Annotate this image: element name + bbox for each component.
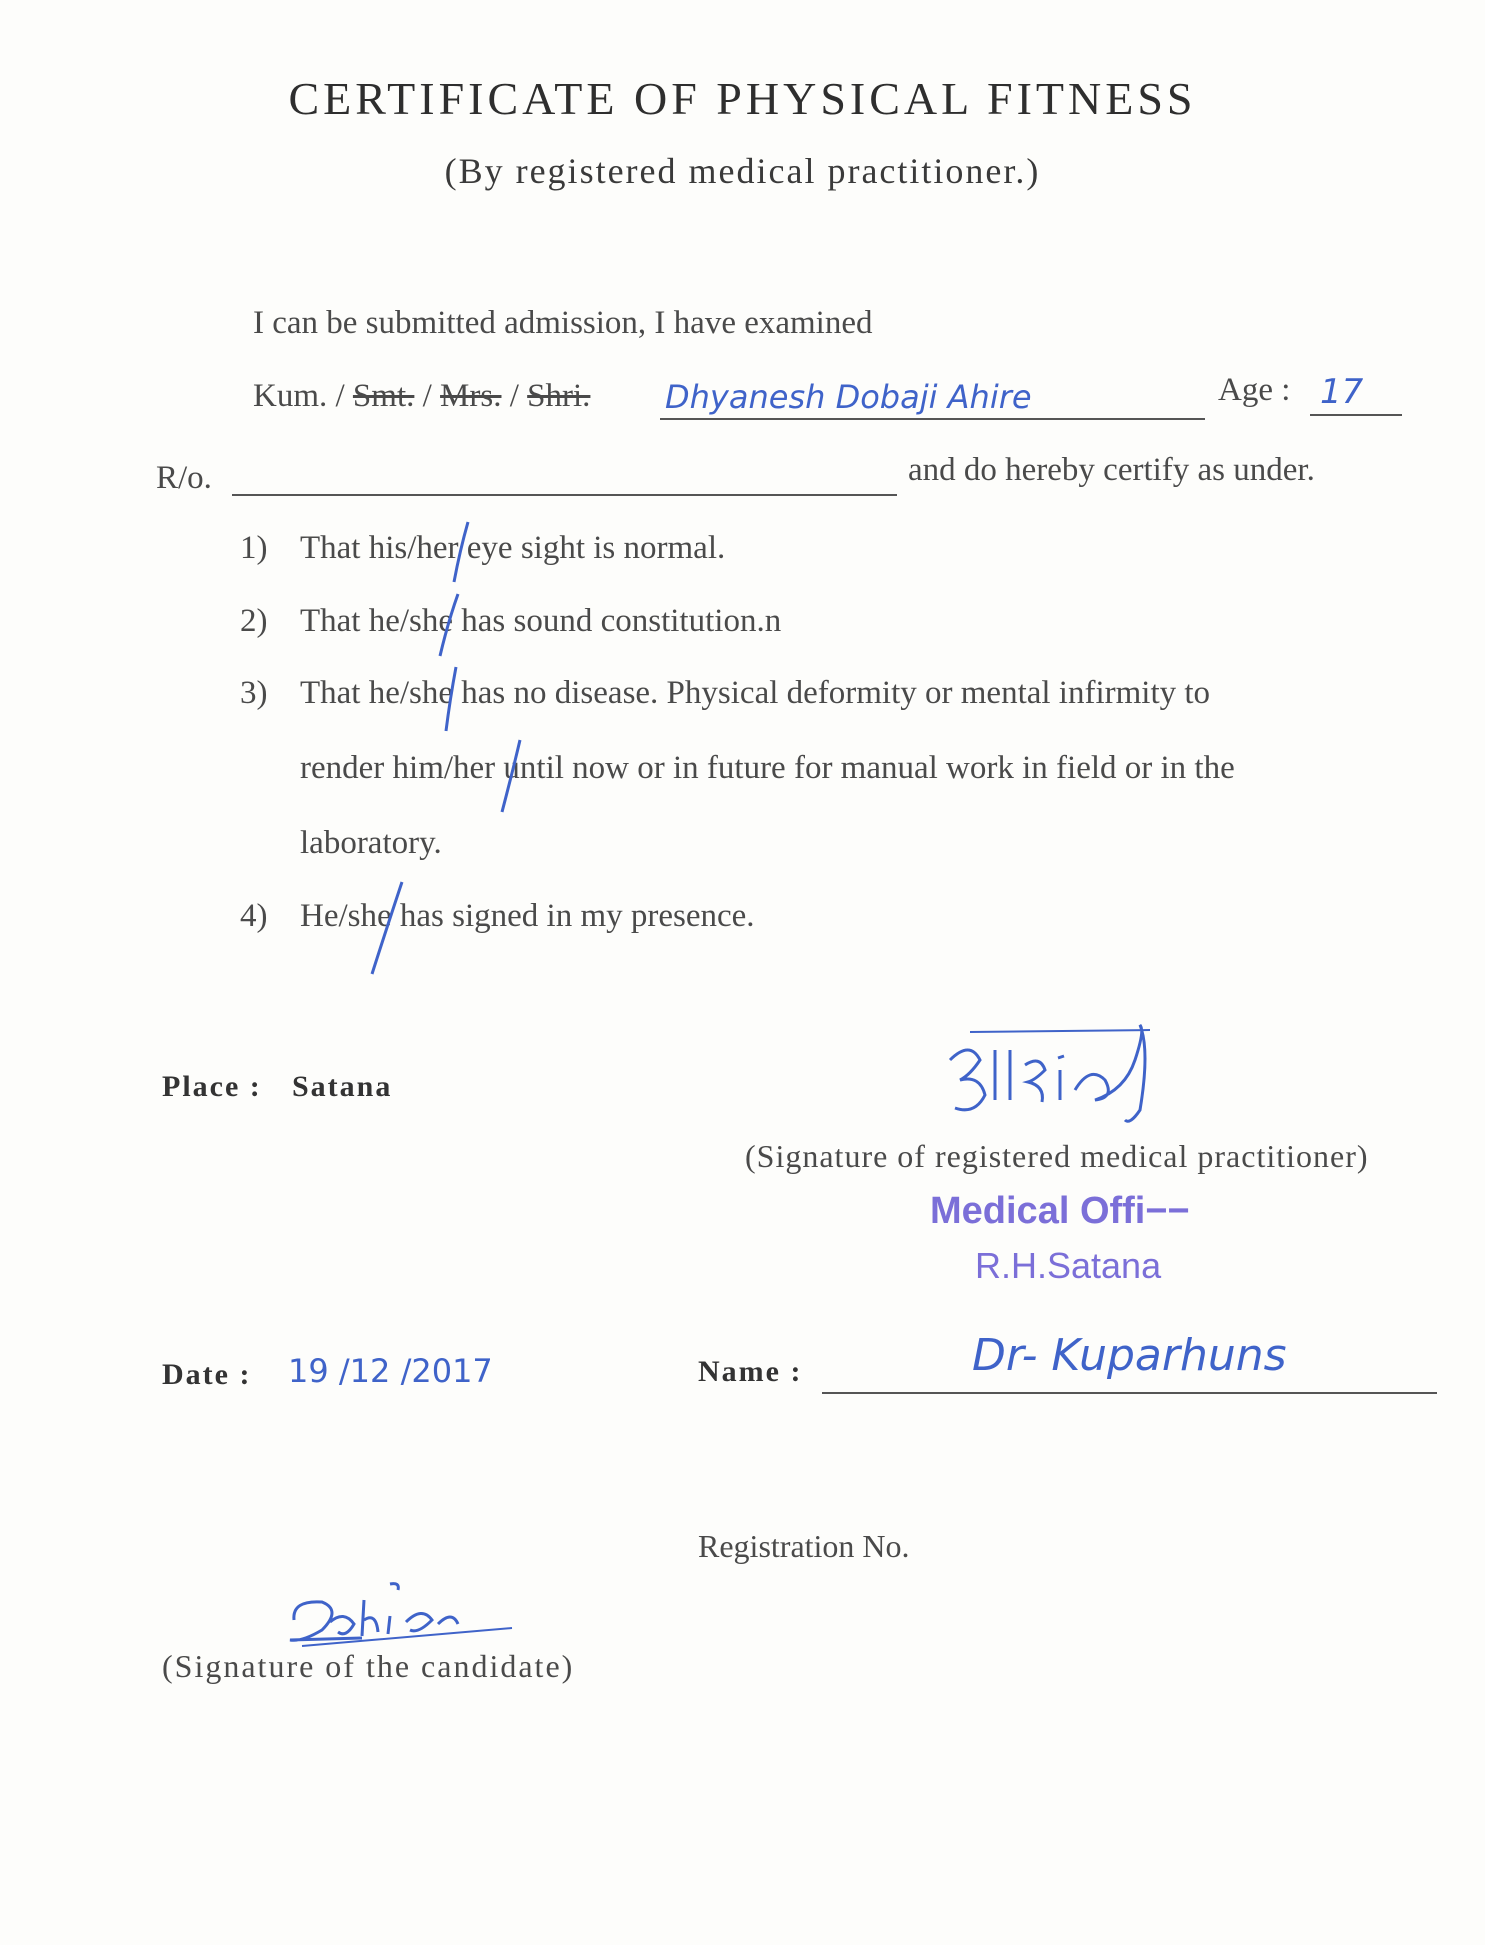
pen-strike-mark: [428, 590, 468, 660]
item-text: That he/she has no disease. Physical deformity or mental infirmity to: [300, 675, 1211, 711]
item-text: That his/her eye sight is normal.: [300, 530, 726, 566]
age-underline: [1310, 414, 1402, 416]
salutation-sep2: /: [501, 378, 528, 414]
document-subtitle: (By registered medical practitioner.): [444, 151, 1041, 191]
item-number: 2): [240, 603, 268, 639]
salutation-mrs: Mrs.: [440, 378, 502, 414]
date-value: 19 /12 /2017: [288, 1352, 493, 1390]
ro-underline: [232, 494, 897, 496]
item-4: [240, 898, 755, 935]
practitioner-name-value: Dr- Kuparhuns: [972, 1330, 1287, 1381]
ro-label: R/o.: [156, 460, 212, 496]
item-1: [240, 530, 725, 567]
item-3: [240, 675, 1210, 712]
place-label: Place :: [162, 1070, 262, 1103]
salutation-sep1: /: [414, 378, 441, 414]
date-label: Date :: [162, 1358, 252, 1391]
pen-strike-mark: [440, 520, 480, 590]
candidate-name: Dhyanesh Dobaji Ahire: [665, 378, 1032, 416]
practitioner-signature-label: (Signature of registered medical practitioner): [745, 1138, 1369, 1174]
place-value: Satana: [292, 1070, 393, 1103]
name-label: Name :: [698, 1355, 803, 1388]
document-title: CERTIFICATE OF PHYSICAL FITNESS: [288, 73, 1197, 124]
item-text: That he/she has sound constitution.n: [300, 603, 782, 639]
name-underline: [660, 418, 1205, 420]
item-number: 3): [240, 675, 268, 711]
pen-strike-mark: [428, 665, 468, 735]
stamp-line-2: R.H.Satana: [975, 1245, 1162, 1286]
item-3-continued-2: laboratory.: [300, 825, 442, 861]
certify-text: and do hereby certify as under.: [908, 452, 1315, 488]
registration-label: Registration No.: [698, 1528, 910, 1564]
pen-strike-mark: [362, 880, 412, 980]
pen-strike-mark: [490, 738, 530, 818]
item-2: [240, 603, 781, 640]
age-value: 17: [1320, 372, 1364, 412]
item-number: 1): [240, 530, 268, 566]
practitioner-signature: [940, 1020, 1170, 1130]
intro-text: I can be submitted admission, I have examined: [253, 305, 873, 341]
item-number: 4): [240, 898, 268, 934]
salutation-smt: Smt.: [352, 378, 415, 414]
age-label: Age :: [1218, 372, 1291, 408]
candidate-signature-label: (Signature of the candidate): [162, 1648, 575, 1684]
practitioner-name-underline: [822, 1392, 1437, 1394]
stamp-line-1: Medical Offi−−: [930, 1190, 1190, 1232]
salutation-kum: Kum. /: [253, 378, 353, 414]
item-3-continued: render him/her until now or in future for manual work in field or in the: [300, 750, 1235, 786]
item-text: He/she has signed in my presence.: [300, 898, 755, 934]
salutation: [253, 378, 590, 415]
salutation-shri: Shri.: [527, 378, 591, 414]
